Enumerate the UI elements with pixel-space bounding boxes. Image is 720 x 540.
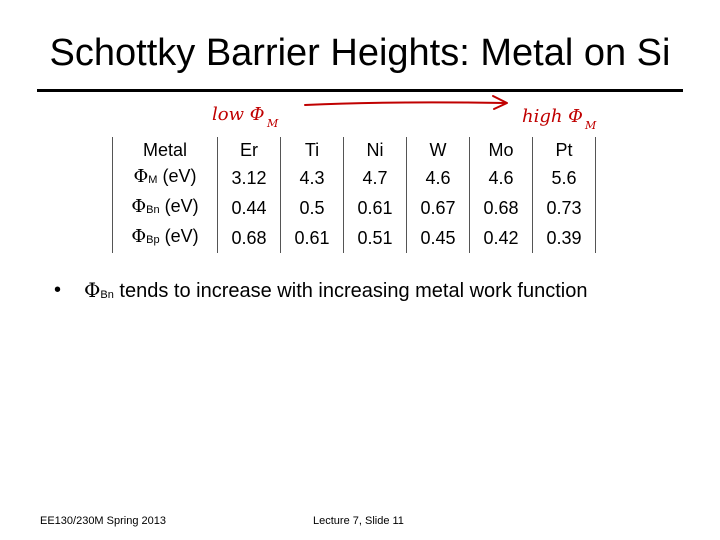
table-cell: 0.68 [218, 223, 281, 253]
footer-slide-number: Lecture 7, Slide 11 [313, 515, 404, 527]
work-function-arrow [200, 92, 620, 134]
annotation-low-sub: M [267, 117, 279, 130]
table-cell: 0.73 [533, 193, 596, 223]
phi-symbol: Φ [133, 166, 149, 187]
unit-label: (eV) [159, 226, 199, 246]
barrier-height-table [112, 137, 596, 253]
table-cell: 0.45 [407, 223, 470, 253]
table-cell: 0.44 [218, 193, 281, 223]
annotation-low-label: low Φ [212, 104, 265, 125]
row-label: Metal [142, 140, 187, 160]
table-cell: 0.67 [407, 193, 470, 223]
symbol-subscript: Bp [146, 234, 160, 246]
table-cell: 4.3 [281, 163, 344, 193]
table-cell: Pt [533, 137, 596, 163]
annotation-high-label: high Φ [522, 106, 583, 127]
table-cell: 5.6 [533, 163, 596, 193]
table-row [113, 223, 596, 253]
table-cell: W [407, 137, 470, 163]
table-cell: 0.61 [344, 193, 407, 223]
table-cell: 0.61 [281, 223, 344, 253]
table-cell: 0.42 [470, 223, 533, 253]
unit-label: (eV) [159, 196, 199, 216]
footer-course: EE130/230M Spring 2013 [40, 515, 166, 527]
table-cell: 0.5 [281, 193, 344, 223]
table-cell: 4.7 [344, 163, 407, 193]
table-cell: 0.51 [344, 223, 407, 253]
annotation-high-sub: M [585, 119, 597, 132]
row-header [113, 223, 218, 253]
table-cell: Ti [281, 137, 344, 163]
row-header [113, 193, 218, 223]
table-cell: 0.39 [533, 223, 596, 253]
table-cell: Er [218, 137, 281, 163]
table-row [113, 137, 596, 163]
symbol-subscript: M [148, 174, 158, 186]
row-header [113, 137, 218, 163]
symbol-subscript: Bn [146, 204, 160, 216]
table-row [113, 163, 596, 193]
symbol-subscript: Bn [100, 289, 114, 301]
bullet-text [84, 276, 587, 309]
phi-symbol: Φ [131, 196, 147, 217]
table-cell: Mo [470, 137, 533, 163]
bullet-marker: • [54, 279, 62, 301]
slide-title: Schottky Barrier Heights: Metal on Si [49, 32, 671, 74]
table-cell: Ni [344, 137, 407, 163]
handwritten-annotation [200, 92, 620, 134]
table-body [113, 137, 596, 253]
phi-symbol: Φ [84, 278, 101, 302]
row-header [113, 163, 218, 193]
table-cell: 0.68 [470, 193, 533, 223]
bullet-body: tends to increase with increasing metal work function [113, 280, 588, 302]
table-cell: 3.12 [218, 163, 281, 193]
phi-symbol: Φ [131, 226, 147, 247]
table-row [113, 193, 596, 223]
table-cell: 4.6 [470, 163, 533, 193]
unit-label: (eV) [157, 166, 197, 186]
table-cell: 4.6 [407, 163, 470, 193]
arrow-line [305, 102, 505, 105]
